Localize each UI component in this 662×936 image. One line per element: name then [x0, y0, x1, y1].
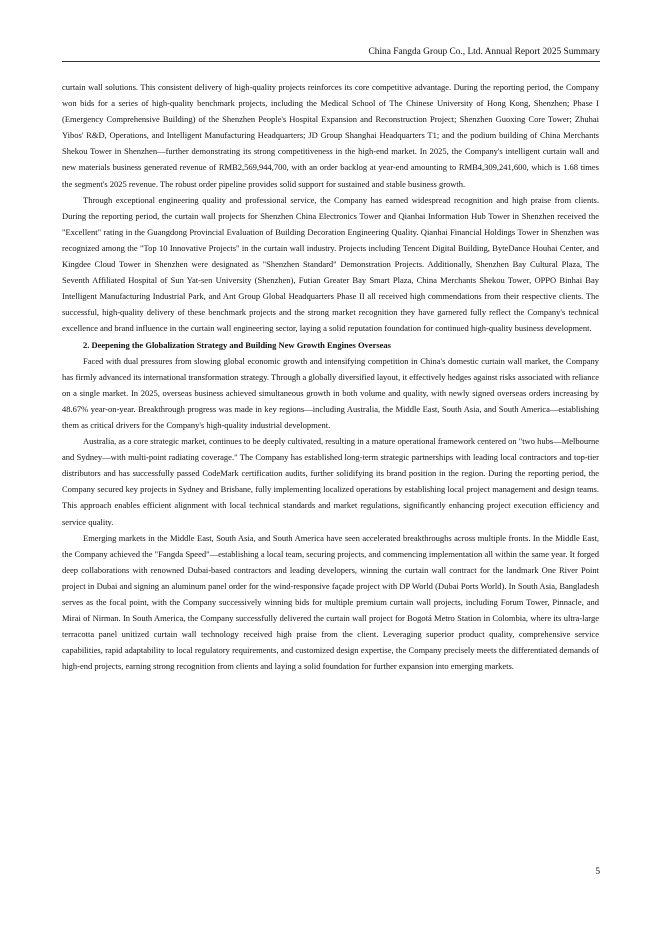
paragraph-engineering-quality: Through exceptional engineering quality and professional service, the Company has earned widespread recognition and high praise from clients. During the reporting period, the curtain wall projects for Shenzhen China Electronics Tower and Qianhai Information Hub Tower in Shenzhen received the "Excellent" rating in the Guangdong Provincial Evaluation of Building Decoration Engineering Quality. Qianhai Financial Holdings Tower in Shenzhen was recognized among the "Top 10 Innovative Projects" in the curtain wall industry. Projects including Tencent Digital Building, ByteDance Houhai Center, and Kingdee Cloud Tower in Shenzhen were designated as "Shenzhen Standard" Demonstration Projects. Additionally, Shenzhen Bay Cultural Plaza, The Seventh Affiliated Hospital of Sun Yat-sen University (Shenzhen), Futian Greater Bay Smart Plaza, China Merchants Shekou Tower, OPPO Binhai Bay Intelligent Manufacturing Industrial Park, and Ant Group Global Headquarters Phase II all received high commendations from their respective clients. The successful, high-quality delivery of these benchmark projects and the strong market recognition they have garnered fully reflect the Company's technical excellence and brand influence in the curtain wall engineering sector, laying a solid reputation foundation for continued high-quality business development. [62, 194, 599, 334]
paragraph-emerging-markets: Emerging markets in the Middle East, South Asia, and South America have seen accelerated breakthroughs across multiple fronts. In the Middle East, the Company achieved the "Fangda Speed"—establishing a local team, securing projects, and commencing implementation all within the same year. It forged deep collaborations with renowned Dubai-based contractors and leading developers, winning the curtain wall contract for the landmark One River Point project in Dubai and signing an aluminum panel order for the wind-responsive façade project with DP World (Dubai Ports World). In South Asia, Bangladesh serves as the focal point, with the Company successively winning bids for multiple premium curtain wall projects, including Forum Tower, Pinnacle, and Mirai of Nirman. In South America, the Company successfully delivered the curtain wall project for Bogotá Metro Station in Colombia, where its ultra-large terracotta panel unitized curtain wall technology received high praise from the client. Leveraging superior product quality, comprehensive service capabilities, rapid adaptability to local regulatory requirements, and customized design expertise, the Company precisely meets the differentiated demands of high-end projects, earning strong recognition from clients and laying a solid foundation for further expansion into emerging markets. [62, 532, 599, 672]
paragraph-international-strategy: Faced with dual pressures from slowing global economic growth and intensifying competition in China's domestic curtain wall market, the Company has firmly advanced its international transformation strategy. Through a globally diversified layout, it effectively hedges against risks associated with reliance on a single market. In 2025, overseas business achieved simultaneous growth in both volume and quality, with newly signed overseas orders increasing by 48.67% year-on-year. Breakthrough progress was made in key regions—including Australia, the Middle East, South Asia, and South America—establishing them as critical drivers for the Company's high-quality industrial development. [62, 355, 599, 430]
page-header-title: China Fangda Group Co., Ltd. Annual Report 2025 Summary [368, 47, 600, 57]
page-number: 5 [595, 867, 600, 877]
paragraph-australia-market: Australia, as a core strategic market, continues to be deeply cultivated, resulting in a mature operational framework centered on "two hubs—Melbourne and Sydney—with multi-point radiating coverage." The Company has established long-term strategic partnerships with leading local contractors and top-tier distributors and has successfully passed CodeMark certification audits, further solidifying its brand position in the region. During the reporting period, the Company secured key projects in Sydney and Brisbane, fully implementing localized operations by establishing local project management and design teams. This approach enables efficient alignment with local technical standards and market regulations, significantly enhancing project execution efficiency and service quality. [62, 436, 599, 527]
document-body [62, 79, 599, 674]
header-divider [62, 61, 600, 62]
paragraph-curtain-wall-projects: curtain wall solutions. This consistent delivery of high-quality projects reinforces its core competitive advantage. During the reporting period, the Company won bids for a series of high-quality benchmark projects, including the Medical School of The Chinese University of Hong Kong, Shenzhen; Phase I (Emergency Comprehensive Building) of the Shenzhen People's Hospital Expansion and Reconstruction Project; Shenzhen Guoxing Core Tower; Zhuhai Yibos' R&D, Operations, and Intelligent Manufacturing Headquarters; JD Group Shanghai Headquarters T1; and the podium building of China Merchants Shekou Tower in Shenzhen—further demonstrating its strong competitiveness in the high-end market. In 2025, the Company's intelligent curtain wall and new materials business generated revenue of RMB2,569,944,700, with an order backlog at year-end amounting to RMB4,309,241,600, which is 1.68 times the segment's 2025 revenue. The robust order pipeline provides solid support for sustained and stable business growth. [62, 82, 599, 189]
section-heading-globalization: 2. Deepening the Globalization Strategy and Building New Growth Engines Overseas [83, 339, 391, 350]
